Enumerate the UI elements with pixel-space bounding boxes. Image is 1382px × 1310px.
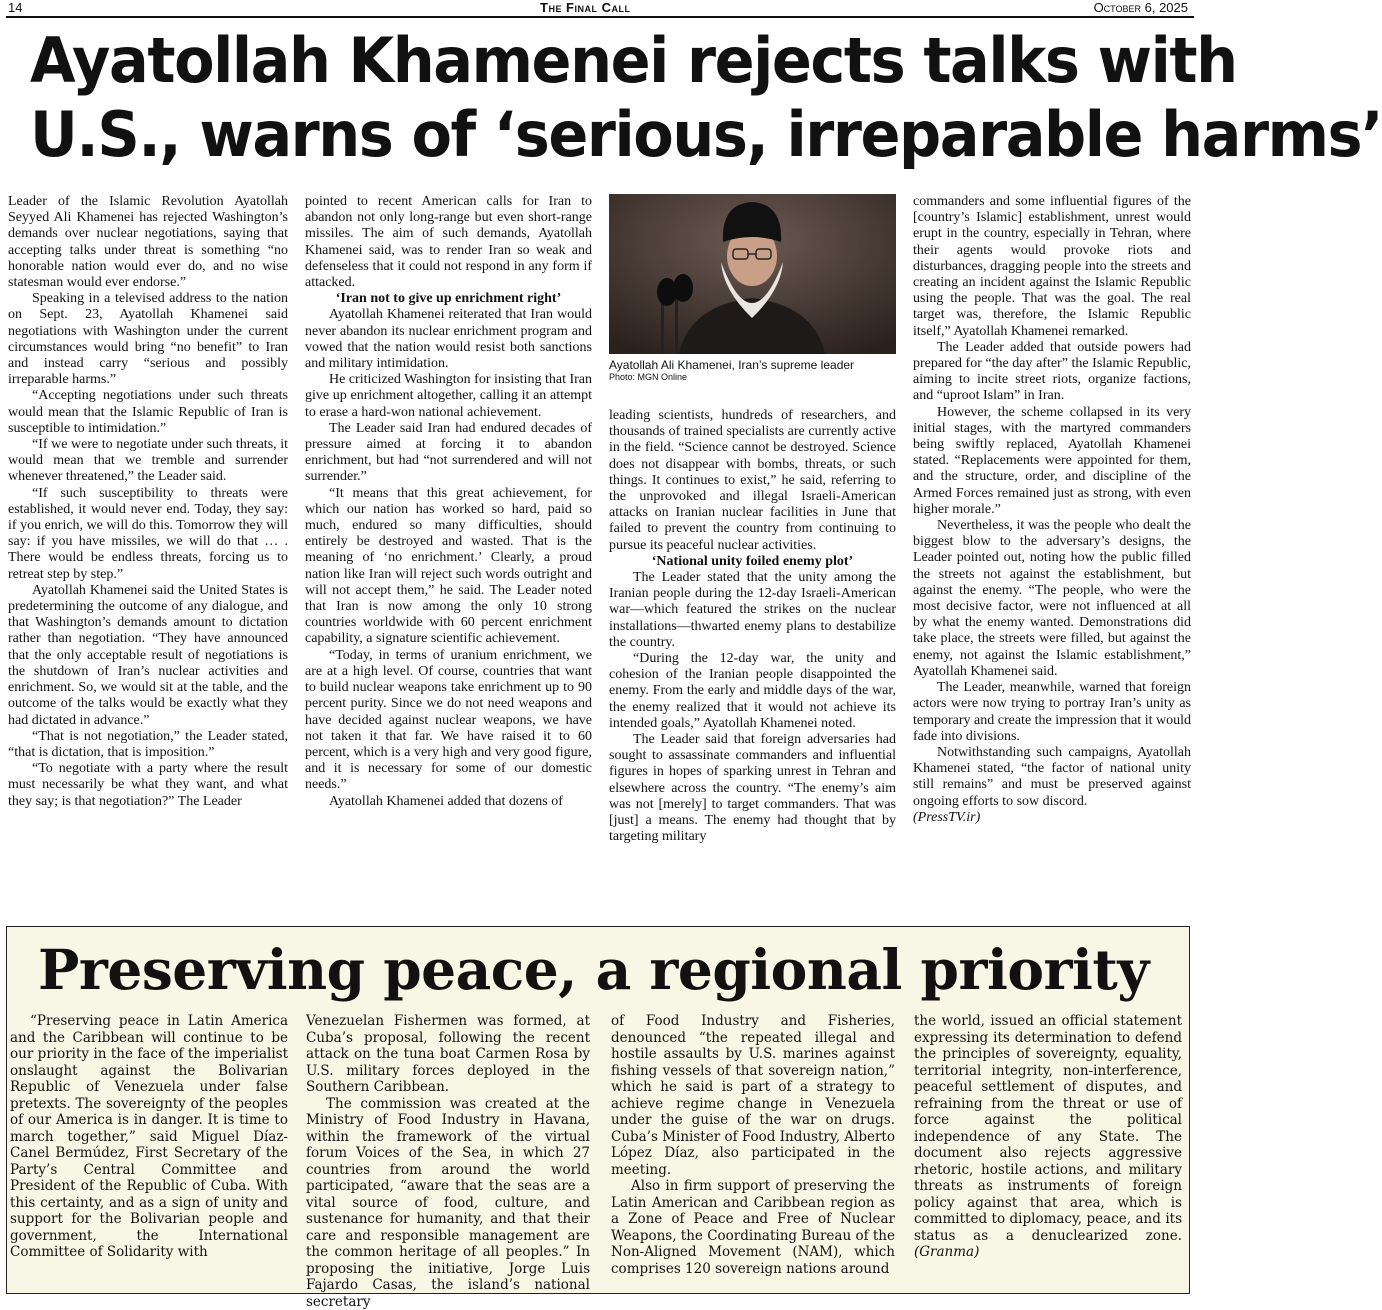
paragraph: However, the scheme collapsed in its very initial stages, with the martyred commanders being swiftly replaced, Ayatollah Khamenei stated. “Replacements were appointed for them, and the structure, order, and discipline of the Armed Forces remained just as strong, with even higher morale.”	[913, 405, 1191, 518]
article2-column-2	[306, 1013, 590, 1310]
article1-column-3	[609, 408, 896, 845]
article2-column-1	[10, 1013, 288, 1261]
subhead-national-unity: ‘National unity foiled enemy plot’	[609, 554, 896, 570]
paragraph: Speaking in a televised address to the nation on Sept. 23, Ayatollah Khamenei said negotiations with Washington under the current circumstances would bring “no benefit” to Iran and instead carry “serious and possibly irreparable harms.”	[8, 291, 288, 388]
paragraph: leading scientists, hundreds of researchers, and thousands of trained specialists are currently active in the field. “Science cannot be destroyed. Science does not disappear with bombs, threats, or such things. It continues to exist,” he said, referring to the unprovoked and illegal Israeli-American attacks on Iranian nuclear facilities in June that failed to prevent the country from continuing to pursue its peaceful nuclear activities.	[609, 408, 896, 554]
paragraph: The Leader stated that the unity among the Iranian people during the 12-day Israeli-American war—which featured the strikes on the nuclear installations—thwarted enemy plans to destabilize the country.	[609, 570, 896, 651]
article1-column-2	[305, 194, 592, 810]
paragraph: Leader of the Islamic Revolution Ayatollah Seyyed Ali Khamenei has rejected Washington’s demands over nuclear negotiations, saying that accepting talks under threat is something “no honorable nation would ever do, and no wise statesman would ever endorse.”	[8, 194, 288, 291]
folio-rule	[6, 16, 1194, 18]
paragraph: the world, issued an official statement expressing its determination to defend the principles of sovereignty, equality, territorial integrity, non-interference, peaceful settlement of disputes, and refraining from the threat or use of force against the political independence of any State. The document also rejects aggressive rhetoric, hostile actions, and military threats as instruments of foreign policy against that area, which is committed to diplomacy, peace, and its status as a denuclearized zone.	[914, 1013, 1182, 1244]
article1-headline	[30, 24, 1170, 172]
paragraph: “During the 12-day war, the unity and cohesion of the Iranian people disappointed the enemy. From the early and middle days of the war, the enemy realized that it would not achieve its intended goals,” Ayatollah Khamenei noted.	[609, 651, 896, 732]
portrait-illustration	[609, 194, 896, 354]
paragraph: Nevertheless, it was the people who dealt the biggest blow to the adversary’s designs, the Leader pointed out, noting how the public filled the streets not against the establishment, but against the enemy. “The people, who were the most decisive factor, were not influenced at all by what the enemy wanted. Demonstrations did take place, the streets were filled, but against the enemy, not against the Islamic establishment,” Ayatollah Khamenei said.	[913, 518, 1191, 680]
page-number: 14	[8, 0, 22, 15]
paragraph: pointed to recent American calls for Iran to abandon not only long-range but even short-range missiles. The aim of such demands, Ayatollah Khamenei said, was to render Iran so weak and defenseless that it could not respond in any form if attacked.	[305, 194, 592, 291]
article2-column-4	[914, 1013, 1182, 1261]
paragraph: “Preserving peace in Latin America and the Caribbean will continue to be our priority in the face of the imperialist onslaught against the Bolivarian Republic of Venezuela under false pretexts. The sovereignty of the peoples of our America is in danger. It is time to march together,” said Miguel Díaz-Canel Bermúdez, First Secretary of the Party’s Central Committee and President of the Republic of Cuba. With this certainty, and as a sign of unity and support for the Bolivarian people and government, the International Committee of Solidarity with	[10, 1013, 288, 1261]
paragraph: “Accepting negotiations under such threats would mean that the Islamic Republic of Iran is susceptible to intimidation.”	[8, 388, 288, 437]
paragraph: Notwithstanding such campaigns, Ayatollah Khamenei stated, “the factor of national unity still remains” and must be preserved against ongoing efforts to sow discord.	[913, 745, 1191, 810]
paragraph: Venezuelan Fishermen was formed, at Cuba’s proposal, following the recent attack on the tuna boat Carmen Rosa by U.S. military forces deployed in the Southern Caribbean.	[306, 1013, 590, 1096]
headline-line-1: Ayatollah Khamenei rejects talks with	[30, 24, 1170, 98]
leader-photo	[609, 194, 896, 354]
paragraph: The Leader said Iran had endured decades of pressure aimed at forcing it to abandon enrichment, but had “not surrendered and will not surrender.”	[305, 421, 592, 486]
paragraph: Ayatollah Khamenei added that dozens of	[305, 794, 592, 810]
paragraph: “If such susceptibility to threats were established, it would never end. Today, they say: if you enrich, we will do this. Tomorrow they will say: if you have missiles, we will do that … . There would be endless threats, forcing us to retreat step by step.”	[8, 486, 288, 583]
article2-column-3	[611, 1013, 895, 1277]
paragraph: The commission was created at the Ministry of Food Industry in Havana, within the framework of the virtual forum Voices of the Sea, in which 27 countries from around the world participated, “aware that the seas are a vital source of food, culture, and sustenance for humanity, and that their care and responsible management are the common heritage of all peoples.” In proposing the initiative, Jorge Luis Fajardo Casas, the island’s national secretary	[306, 1096, 590, 1310]
article2-source: (Granma)	[914, 1244, 979, 1260]
paragraph: “It means that this great achievement, for which our nation has worked so hard, paid so much, endured so many difficulties, should entirely be destroyed and wasted. That is the meaning of ‘no enrichment.’ Clearly, a proud nation like Iran will reject such words outright and will not accept them,” he said. The Leader noted that Iran is now among the only 10 strong countries worldwide with 60 percent enrichment capability, a signature scientific achievement.	[305, 486, 592, 648]
article1-column-1	[8, 194, 288, 810]
paragraph: commanders and some influential figures of the [country’s Islamic] establishment, unrest would erupt in the country, especially in Tehran, where their agents would provoke riots and disturbances, dragging people into the streets and creating an incident against the Islamic Republic using the people. That was the goal. The real target was, therefore, the Islamic Republic itself,” Ayatollah Khamenei remarked.	[913, 194, 1191, 340]
headline-line-2: U.S., warns of ‘serious, irreparable harms’	[30, 98, 1170, 172]
paragraph: He criticized Washington for insisting that Iran give up enrichment altogether, calling it an attempt to erase a hard-won national achievement.	[305, 372, 592, 421]
issue-date: October 6, 2025	[1094, 0, 1188, 15]
photo-caption: Ayatollah Ali Khamenei, Iran’s supreme leader	[609, 358, 899, 372]
paragraph: of Food Industry and Fisheries, denounced “the repeated illegal and hostile assaults by U.S. marines against fishing vessels of that sovereign nation,” which he said is part of a strategy to achieve regime change in Venezuela under the guise of the war on drugs. Cuba’s Minister of Food Industry, Alberto López Díaz, also participated in the meeting.	[611, 1013, 895, 1178]
paragraph: Ayatollah Khamenei reiterated that Iran would never abandon its nuclear enrichment program and vowed that the nation would resist both sanctions and military intimidation.	[305, 307, 592, 372]
article1-column-4	[913, 194, 1191, 826]
paragraph: “Today, in terms of uranium enrichment, we are at a high level. Of course, countries that want to build nuclear weapons take enrichment up to 90 percent purity. Since we do not need weapons and have decided against nuclear weapons, we have not taken it that far. We have raised it to 60 percent, which is a very high and very good figure, and it is necessary for some of our domestic needs.”	[305, 648, 592, 794]
subhead-enrichment: ‘Iran not to give up enrichment right’	[305, 291, 592, 307]
paragraph: The Leader said that foreign adversaries had sought to assassinate commanders and influential figures in hopes of sparking unrest in Tehran and elsewhere across the country. “The enemy’s aim was not [merely] to target commanders. That was [just] a means. The enemy had thought that by targeting military	[609, 732, 896, 845]
paragraph: “To negotiate with a party where the result must necessarily be what they want, and what they say; is that negotiation?” The Leader	[8, 761, 288, 810]
paragraph: The Leader added that outside powers had prepared for “the day after” the Islamic Republic, aiming to incite street riots, organize factions, and “uproot Islam” in Iran.	[913, 340, 1191, 405]
article2-headline: Preserving peace, a regional priority	[38, 938, 1149, 1002]
paragraph: Also in firm support of preserving the Latin American and Caribbean region as a Zone of Peace and Free of Nuclear Weapons, the Coordinating Bureau of the Non-Aligned Movement (NAM), which comprises 120 sovereign nations around	[611, 1178, 895, 1277]
paragraph: “If we were to negotiate under such threats, it would mean that we tremble and surrender whenever threatened,” the Leader said.	[8, 437, 288, 486]
photo-caption-block	[609, 358, 899, 383]
photo-credit: Photo: MGN Online	[609, 372, 899, 383]
paragraph: “That is not negotiation,” the Leader stated, “that is dictation, that is imposition.”	[8, 729, 288, 761]
folio-bar	[0, 0, 1200, 16]
article1-source: (PressTV.ir)	[913, 810, 980, 825]
paragraph: The Leader, meanwhile, warned that foreign actors were now trying to portray Iran’s unity as temporary and create the impression that it would fade into divisions.	[913, 680, 1191, 745]
publication-name: The Final Call	[540, 0, 631, 15]
paragraph: Ayatollah Khamenei said the United States is predetermining the outcome of any dialogue, and that Washington’s demands amount to dictation rather than negotiation. “They have announced that the only acceptable result of negotiations is the shutdown of Iran’s nuclear activities and enrichment. So, we would sit at the table, and the outcome of the talks would be exactly what they had dictated in advance.”	[8, 583, 288, 729]
